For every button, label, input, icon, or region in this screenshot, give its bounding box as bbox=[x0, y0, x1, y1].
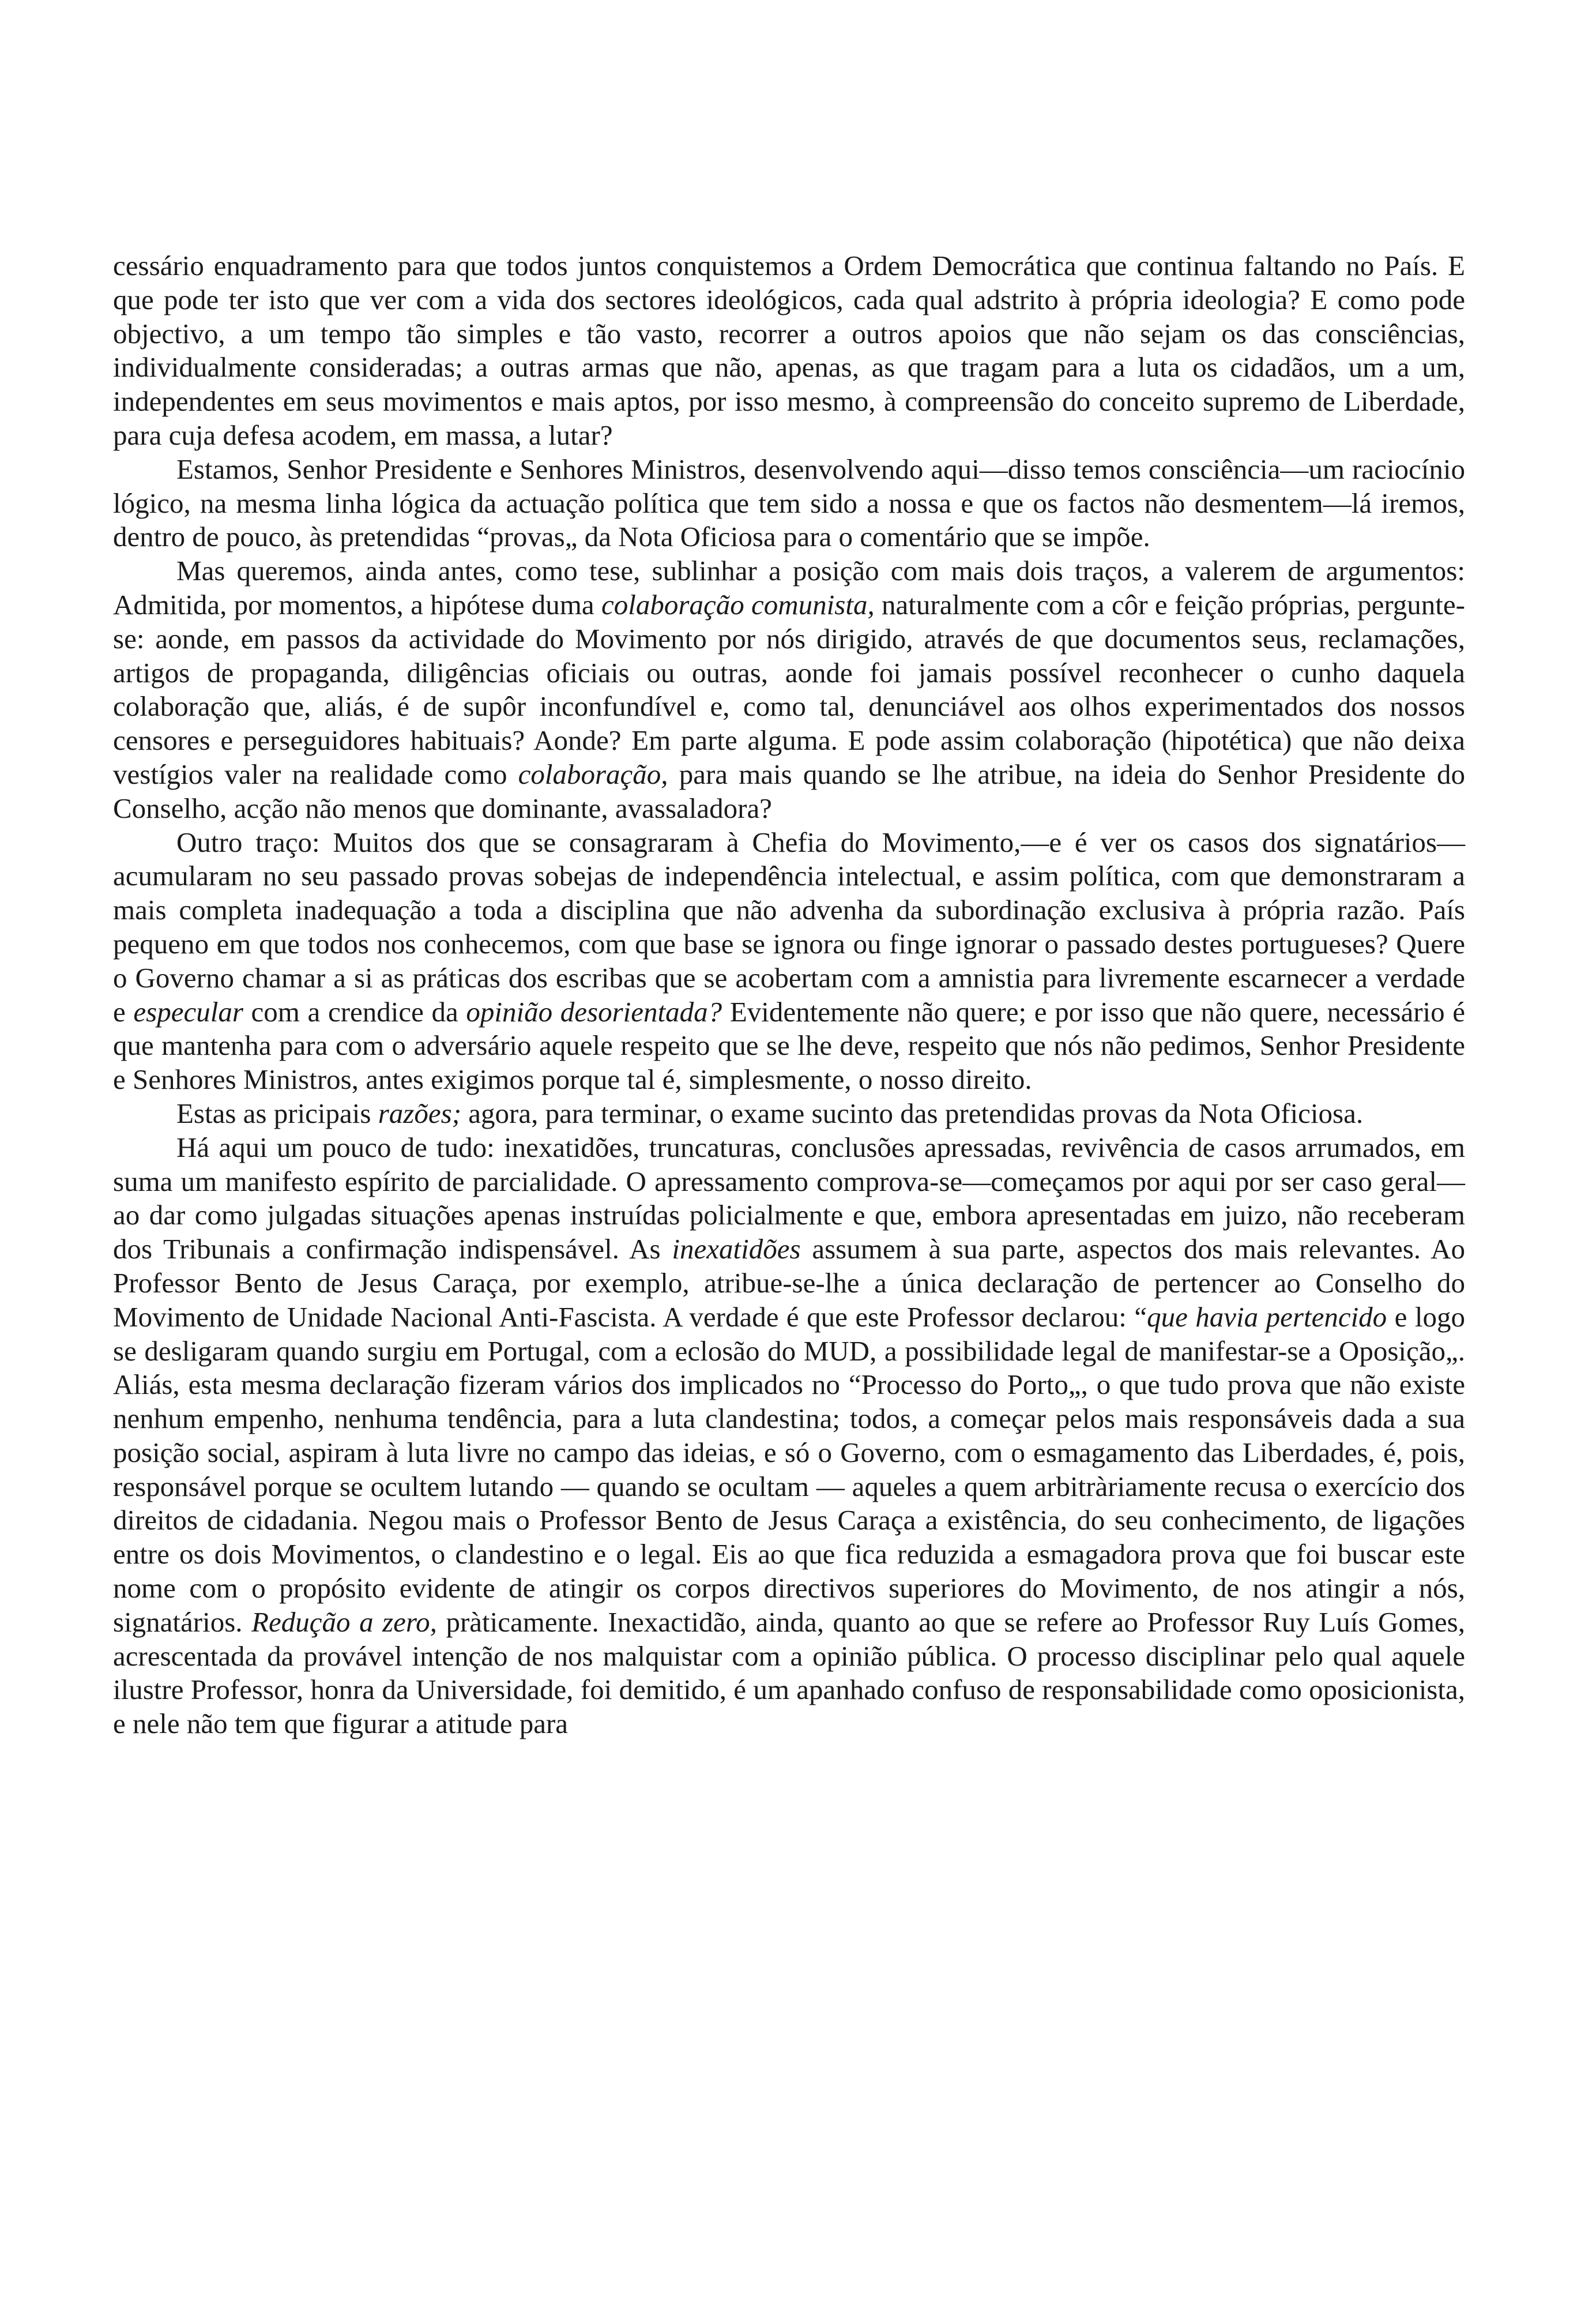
paragraph bbox=[113, 249, 1465, 453]
text-run: pràticamente. Inexactidão, ainda, quanto ao que se refere ao Professor Ruy Luís Gomes, acrescentada da provável intenção de nos malquistar com a opinião pública. O processo disciplinar pelo qual aquele ilustre Professor, honra da Universidade, foi demitido, é um apanhado confuso de responsabilidade como oposicionista, e nele não tem que figurar a atitude para bbox=[113, 1606, 1466, 1740]
text-run: naturalmente com a côr e feição próprias, pergunte-se: aonde, em passos da actividade do Movimento por nós dirigido, através de que documentos seus, reclamações, artigos de propaganda, diligências oficiais ou outras, aonde foi jamais possível reconhecer o cunho daquela colaboração que, aliás, é de supôr inconfundível e, como tal, denunciável aos olhos experimentados dos nossos censores e perseguidores habituais? Aonde? Em parte alguma. E pode assim colaboração (hipotética) que não deixa vestígios valer na realidade como bbox=[113, 588, 1465, 790]
italic-emphasis: especular bbox=[133, 995, 243, 1028]
text-run: Outro traço: Muitos dos que se consagraram à Chefia do Movimento,—e é ver os casos dos signatários—acumularam no seu passado provas sobejas de independência intelectual, e assim política, com que demonstraram a mais completa inadequação a toda a disciplina que não advenha da subordinação exclusiva à própria razão. País pequeno em que todos nos conhecemos, com que base se ignora ou finge ignorar o passado destes portugueses? Quere o Governo chamar a si as práticas dos escribas que se acobertam com a amnistia para livremente escarnecer a verdade e bbox=[113, 826, 1465, 1028]
italic-emphasis: colaboração, bbox=[518, 758, 668, 790]
italic-emphasis: que havia pertencido bbox=[1147, 1300, 1387, 1333]
italic-emphasis: Redução a zero, bbox=[251, 1606, 437, 1638]
text-run: e logo se desligaram quando surgiu em Portugal, com a eclosão do MUD, a possibilidade legal de manifestar-se a Oposição„. Aliás, esta mesma declaração fizeram vários dos implicados no “Processo do Porto„, o que tudo prova que não existe nenhum empenho, nenhuma tendência, para a luta clandestina; todos, a começar pelos mais responsáveis dada a sua posição social, aspiram à luta livre no campo das ideias, e só o Governo, com o esmagamento das Liberdades, é, pois, responsável porque se ocultem lutando — quando se ocultam — aqueles a quem arbitràriamente recusa o exercício dos direitos de cidadania. Negou mais o Professor Bento de Jesus Caraça a existência, do seu conhecimento, de ligações entre os dois Movimentos, o clandestino e o legal. Eis ao que fica reduzida a esmagadora prova que foi buscar este nome com o propósito evidente de atingir os corpos directivos superiores do Movimento, de nos atingir a nós, signatários. bbox=[113, 1300, 1465, 1638]
text-run: Mas queremos, ainda antes, como tese, sublinhar a posição com mais dois traços, a valerem de argumentos: Admitida, por momentos, a hipótese duma bbox=[113, 555, 1465, 621]
italic-emphasis: colaboração comunista, bbox=[601, 588, 875, 621]
paragraph bbox=[113, 554, 1465, 825]
paragraph bbox=[113, 1131, 1465, 1741]
paragraph bbox=[113, 1097, 1465, 1131]
text-run: Evidentemente não quere; e por isso que não quere, necessário é que mantenha para com o adversário aquele respeito que se lhe deve, respeito que nós não pedimos, Senhor Presidente e Senhores Ministros, antes exigimos porque tal é, simplesmente, o nosso direito. bbox=[113, 995, 1466, 1096]
text-run: assumem à sua parte, aspectos dos mais relevantes. Ao Professor Bento de Jesus Caraça, por exemplo, atribue-se-lhe a única declaração de pertencer ao Conselho do Movimento de Unidade Nacional Anti-Fascista. A verdade é que este Professor declarou: “ bbox=[113, 1233, 1465, 1333]
text-run: cessário enquadramento para que todos juntos conquistemos a Ordem Democrática que continua faltando no País. E que pode ter isto que ver com a vida dos sectores ideológicos, cada qual adstrito à própria ideologia? E como pode objectivo, a um tempo tão simples e tão vasto, recorrer a outros apoios que não sejam os das consciências, individualmente consideradas; a outras armas que não, apenas, as que tragam para a luta os cidadãos, um a um, independentes em seus movimentos e mais aptos, por isso mesmo, à compreensão do conceito supremo de Liberdade, para cuja defesa acodem, em massa, a lutar? bbox=[113, 250, 1465, 451]
italic-emphasis: razões; bbox=[378, 1097, 462, 1129]
paragraph bbox=[113, 826, 1465, 1097]
italic-emphasis: opinião desorientada? bbox=[466, 995, 722, 1028]
text-run: agora, para terminar, o exame sucinto das pretendidas provas da Nota Oficiosa. bbox=[461, 1097, 1364, 1129]
italic-emphasis: inexatidões bbox=[672, 1233, 801, 1265]
text-run: Há aqui um pouco de tudo: inexatidões, truncaturas, conclusões apressadas, revivência de casos arrumados, em suma um manifesto espírito de parcialidade. O apressamento comprova-se—começamos por aqui por ser caso geral—ao dar como julgadas situações apenas instruídas policialmente e que, embora apresentadas em juizo, não receberam dos Tribunais a confirmação indispensável. As bbox=[113, 1131, 1465, 1265]
document-page bbox=[113, 249, 1465, 1741]
text-run: Estamos, Senhor Presidente e Senhores Ministros, desenvolvendo aqui—disso temos consciência—um raciocínio lógico, na mesma linha lógica da actuação política que tem sido a nossa e que os factos não desmentem—lá iremos, dentro de pouco, às pretendidas “provas„ da Nota Oficiosa para o comentário que se impõe. bbox=[113, 453, 1465, 553]
paragraph bbox=[113, 453, 1465, 554]
text-run: com a crendice da bbox=[243, 995, 466, 1028]
text-run: Estas as pricipais bbox=[176, 1097, 378, 1129]
text-run: para mais quando se lhe atribue, na ideia do Senhor Presidente do Conselho, acção não menos que dominante, avassaladora? bbox=[113, 758, 1465, 824]
